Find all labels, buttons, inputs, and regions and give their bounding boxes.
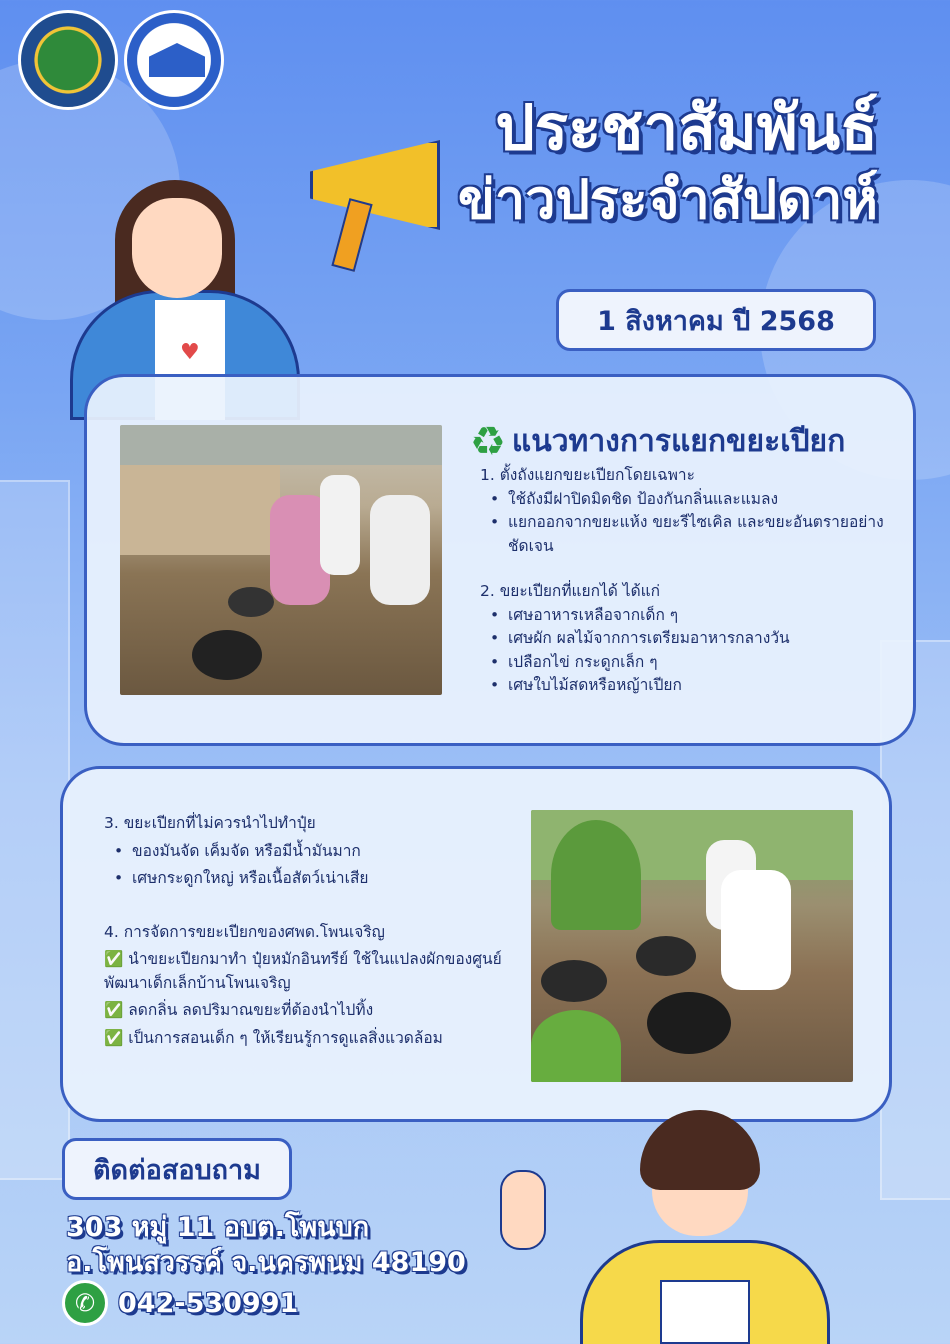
- check-icon: ✅: [104, 1001, 124, 1019]
- phone-number[interactable]: 042-530991: [118, 1287, 299, 1319]
- boy-pointing-illustration: [490, 1110, 850, 1344]
- date-badge: 1 สิงหาคม ปี 2568: [556, 289, 876, 351]
- section2-content: [104, 812, 524, 1050]
- check-item: [104, 999, 524, 1023]
- bullet-list: [480, 488, 890, 559]
- heart-icon: ♥: [180, 340, 200, 365]
- page-title: [458, 92, 878, 236]
- check-item-text: เป็นการสอนเด็ก ๆ ให้เรียนรู้การดูแลสิ่งแวดล้อม: [128, 1028, 443, 1047]
- bullet-list: [104, 840, 524, 891]
- list-item: • เปลือกไข่ กระดูกเล็ก ๆ: [480, 651, 890, 675]
- list-item: • ของมันจัด เค็มจัด หรือมีน้ำมันมาก: [104, 840, 524, 864]
- megaphone-handle: [331, 198, 372, 272]
- pointing-hand-icon: [500, 1170, 546, 1250]
- address-line2: อ.โพนสวรรค์ จ.นครพนม 48190: [66, 1247, 466, 1278]
- photo-bin: [228, 587, 274, 617]
- phone-icon: ✆: [62, 1280, 108, 1326]
- megaphone-icon: [310, 140, 440, 230]
- bullet-list: [480, 604, 890, 698]
- boy-hair: [640, 1110, 760, 1190]
- photo-leaves: [531, 1010, 621, 1082]
- contact-label: ติดต่อสอบถาม: [62, 1138, 292, 1200]
- list-item: • เศษอาหารเหลือจากเด็ก ๆ: [480, 604, 890, 628]
- organization-logo: [18, 10, 118, 110]
- photo-child: [721, 870, 791, 990]
- title-line1: ประชาสัมพันธ์: [495, 91, 878, 164]
- recycle-icon: ♻: [470, 418, 506, 465]
- photo-bin: [647, 992, 731, 1054]
- photo-bin: [636, 936, 696, 976]
- address-line1: 303 หมู่ 11 อบต.โพนบก: [66, 1212, 370, 1243]
- phone-row[interactable]: [62, 1280, 298, 1326]
- photo-banana-plant: [551, 820, 641, 930]
- photo-wall: [120, 425, 442, 465]
- check-icon: ✅: [104, 950, 124, 968]
- item-heading: 2. ขยะเปียกที่แยกได้ ได้แก่: [480, 582, 661, 600]
- item-heading: 3. ขยะเปียกที่ไม่ควรนำไปทำปุ๋ย: [104, 814, 316, 832]
- check-item-text: ลดกลิ่น ลดปริมาณขยะที่ต้องนำไปทิ้ง: [128, 1001, 374, 1019]
- photo-children-sorting-waste: [120, 425, 442, 695]
- photo-bin: [192, 630, 262, 680]
- list-item: • เศษกระดูกใหญ่ หรือเนื้อสัตว์เน่าเสีย: [104, 867, 524, 891]
- check-icon: ✅: [104, 1028, 124, 1047]
- item-heading: 4. การจัดการขยะเปียกของศพด.โพนเจริญ: [104, 922, 385, 941]
- check-item: [104, 1027, 524, 1051]
- list-item: • เศษใบไม้สดหรือหญ้าเปียก: [480, 674, 890, 698]
- photo-bin: [541, 960, 607, 1002]
- section-title: [470, 418, 845, 465]
- childcare-center-logo: [124, 10, 224, 110]
- house-icon: [149, 43, 205, 77]
- list-item: • แยกออกจากขยะแห้ง ขยะรีไซเคิล และขยะอันตรายอย่างชัดเจน: [480, 511, 890, 558]
- photo-fence: [120, 465, 280, 555]
- list-item: • เศษผัก ผลไม้จากการเตรียมอาหารกลางวัน: [480, 627, 890, 651]
- section1-content: [480, 464, 890, 698]
- photo-children-composting: [531, 810, 853, 1082]
- list-item: • ใช้ถังมีฝาปิดมิดชิด ป้องกันกลิ่นและแมลง: [480, 488, 890, 512]
- item-heading: 1. ตั้งถังแยกขยะเปียกโดยเฉพาะ: [480, 466, 695, 484]
- title-line2: ข่าวประจำสัปดาห์: [457, 168, 878, 231]
- photo-child: [320, 475, 360, 575]
- paper-icon: [660, 1280, 750, 1344]
- section-title-text: แนวทางการแยกขยะเปียก: [511, 424, 846, 459]
- check-item-text: นำขยะเปียกมาทำ ปุ๋ยหมักอินทรีย์ ใช้ในแปลงผักของศูนย์พัฒนาเด็กเล็กบ้านโพนเจริญ: [104, 950, 502, 992]
- check-item: [104, 948, 524, 995]
- girl-face: [132, 198, 222, 298]
- photo-child: [370, 495, 430, 605]
